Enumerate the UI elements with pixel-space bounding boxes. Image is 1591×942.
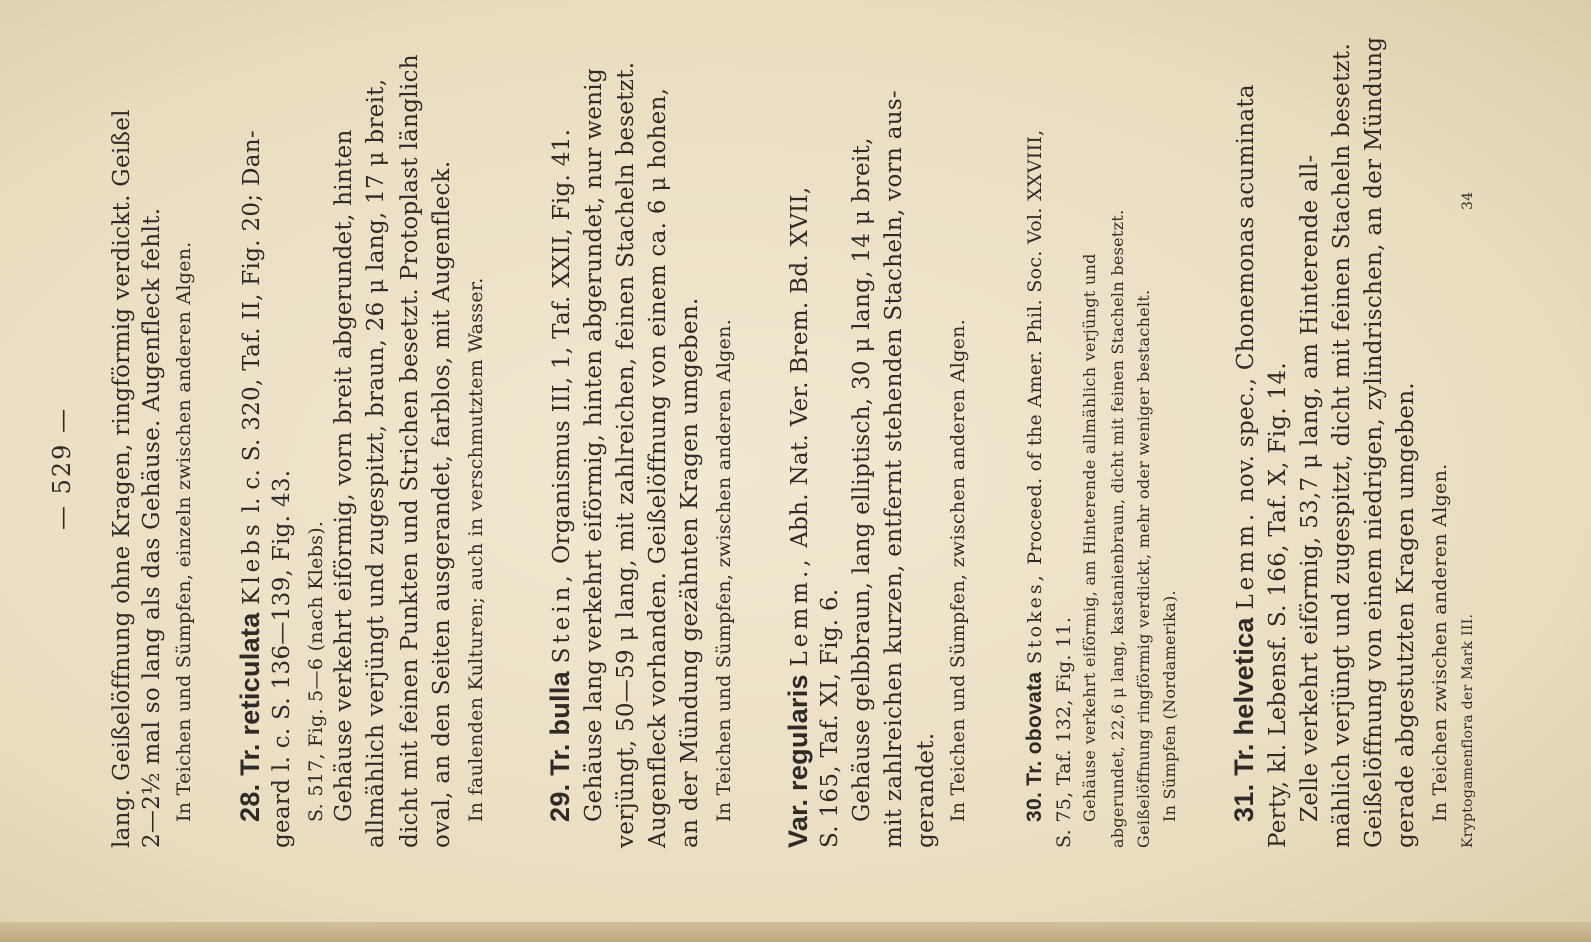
line-21: mit zahlreichen kurzen, entfernt stehenden Stacheln, vorn aus- <box>881 90 907 848</box>
line-19: S. 165, Taf. XI, Fig. 6. <box>817 588 843 848</box>
line-3: In Teichen und Sümpfen, einzeln zwischen anderen Algen. <box>173 241 195 822</box>
line-28: Geißelöffnung ringförmig verdickt, mehr oder weniger bestachelt. <box>1134 289 1153 848</box>
line-35: gerade abgestutzten Kragen umgeben. <box>1393 382 1419 848</box>
line-9: dicht mit feinen Punkten und Strichen besetzt. Protoplast länglich <box>397 54 423 848</box>
line-13: Gehäuse lang verkehrt eiförmig, hinten abgerundet, nur wenig <box>581 68 607 822</box>
var-regularis-ref: Abh. Nat. Ver. Brem. Bd. XVII, <box>787 186 813 548</box>
entry-31-heading: 31. Tr. helvetica <box>1229 617 1259 822</box>
entry-31-title <box>1230 84 1260 822</box>
line-5: geard l. c. S. 136—139, Fig. 43. <box>269 469 295 848</box>
line-6: S. 517, Fig. 5—6 (nach Klebs). <box>305 520 327 822</box>
var-regularis-author: Lemm., <box>787 555 813 667</box>
line-36: In Teichen zwischen anderen Algen. <box>1429 463 1451 822</box>
line-10: oval, an den Seiten ausgerandet, farblos, mit Augenfleck. <box>429 160 455 848</box>
line-29: In Sümpfen (Nordamerika). <box>1160 590 1179 822</box>
var-regularis-heading: Var. regularis <box>783 674 813 848</box>
entry-29-author: Stein, <box>549 571 575 664</box>
footer-title: Kryptogamenflora der Mark III. <box>1460 613 1476 848</box>
line-23: In Teichen und Sümpfen, zwischen anderen Algen. <box>947 318 969 822</box>
line-1: lang. Geißelöffnung ohne Kragen, ringförmig verdickt. Geißel <box>109 109 135 848</box>
entry-30-ref: Proceed. of the Amer. Phil. Soc. Vol. XXVIII, <box>1024 129 1046 565</box>
entry-var-title <box>784 186 814 848</box>
entry-28-author: Klebs <box>239 520 265 605</box>
signature-number: 34 <box>1460 191 1476 210</box>
line-26: Gehäuse verkehrt eiförmig, am Hinterende allmählich verjüngt und <box>1080 253 1099 822</box>
entry-31-author: Lemm. <box>1233 509 1259 610</box>
entry-29-ref: Organismus III, 1, Taf. XXII, Fig. 41. <box>549 128 575 564</box>
line-32: Zelle verkehrt eiförmig, 53,7 μ lang, am Hinterende all- <box>1297 154 1323 822</box>
page-edge <box>0 922 1591 942</box>
line-16: an der Mündung gezähnten Kragen umgeben. <box>677 297 703 848</box>
line-15: Augenfleck vorhanden. Geißelöffnung von einem ca. 6 μ hohen, <box>645 87 671 848</box>
entry-30-title <box>1020 129 1049 822</box>
entry-29-heading: 29. Tr. bulla <box>545 671 575 822</box>
line-17: In Teichen und Sümpfen, zwischen anderen Algen. <box>713 318 735 822</box>
line-20: Gehäuse gelbbraun, lang elliptisch, 30 μ lang, 14 μ breit, <box>849 137 875 822</box>
rotated-text-block <box>40 30 1520 910</box>
entry-28-heading: 28. Tr. reticulata <box>235 612 265 822</box>
entry-28-title <box>236 130 266 822</box>
entry-30-author: Stokes, <box>1024 572 1046 664</box>
line-7: Gehäuse verkehrt eiförmig, vorn breit abgerundet, hinten <box>331 129 357 822</box>
line-2: 2—2½ mal so lang als das Gehäuse. Augenfleck fehlt. <box>139 207 165 848</box>
line-27: abgerundet, 22,6 μ lang, kastanienbraun, dicht mit feinen Stacheln besetzt. <box>1108 209 1127 848</box>
line-34: Geißelöffnung von einem niedrigen, zylindrischen, an der Mündung <box>1361 36 1387 848</box>
entry-29-title <box>546 129 576 822</box>
entry-30-heading: 30. Tr. obovata <box>1023 671 1046 822</box>
entry-28-ref: l. c. S. 320, Taf. II, Fig. 20; Dan- <box>239 130 265 513</box>
line-14: verjüngt, 50—59 μ lang, mit zahlreichen, feinen Stacheln besetzt. <box>613 61 639 848</box>
page-number: — 529 — <box>48 406 76 530</box>
line-8: allmählich verjüngt und zugespitzt, braun, 26 μ lang, 17 μ breit, <box>363 78 389 848</box>
line-11: In faulenden Kulturen; auch in verschmutztem Wasser. <box>465 277 487 822</box>
line-33: mählich verjüngt und zugespitzt, dicht mit feinen Stacheln besetzt. <box>1329 42 1355 848</box>
line-25: S. 75, Taf. 132, Fig. 11. <box>1053 616 1075 848</box>
line-22: gerandet. <box>913 732 939 848</box>
line-31: Perty, kl. Lebensf. S. 166, Taf. X, Fig. 14. <box>1265 361 1291 848</box>
entry-31-ref: nov. spec., Chonemonas acuminata <box>1233 84 1259 503</box>
